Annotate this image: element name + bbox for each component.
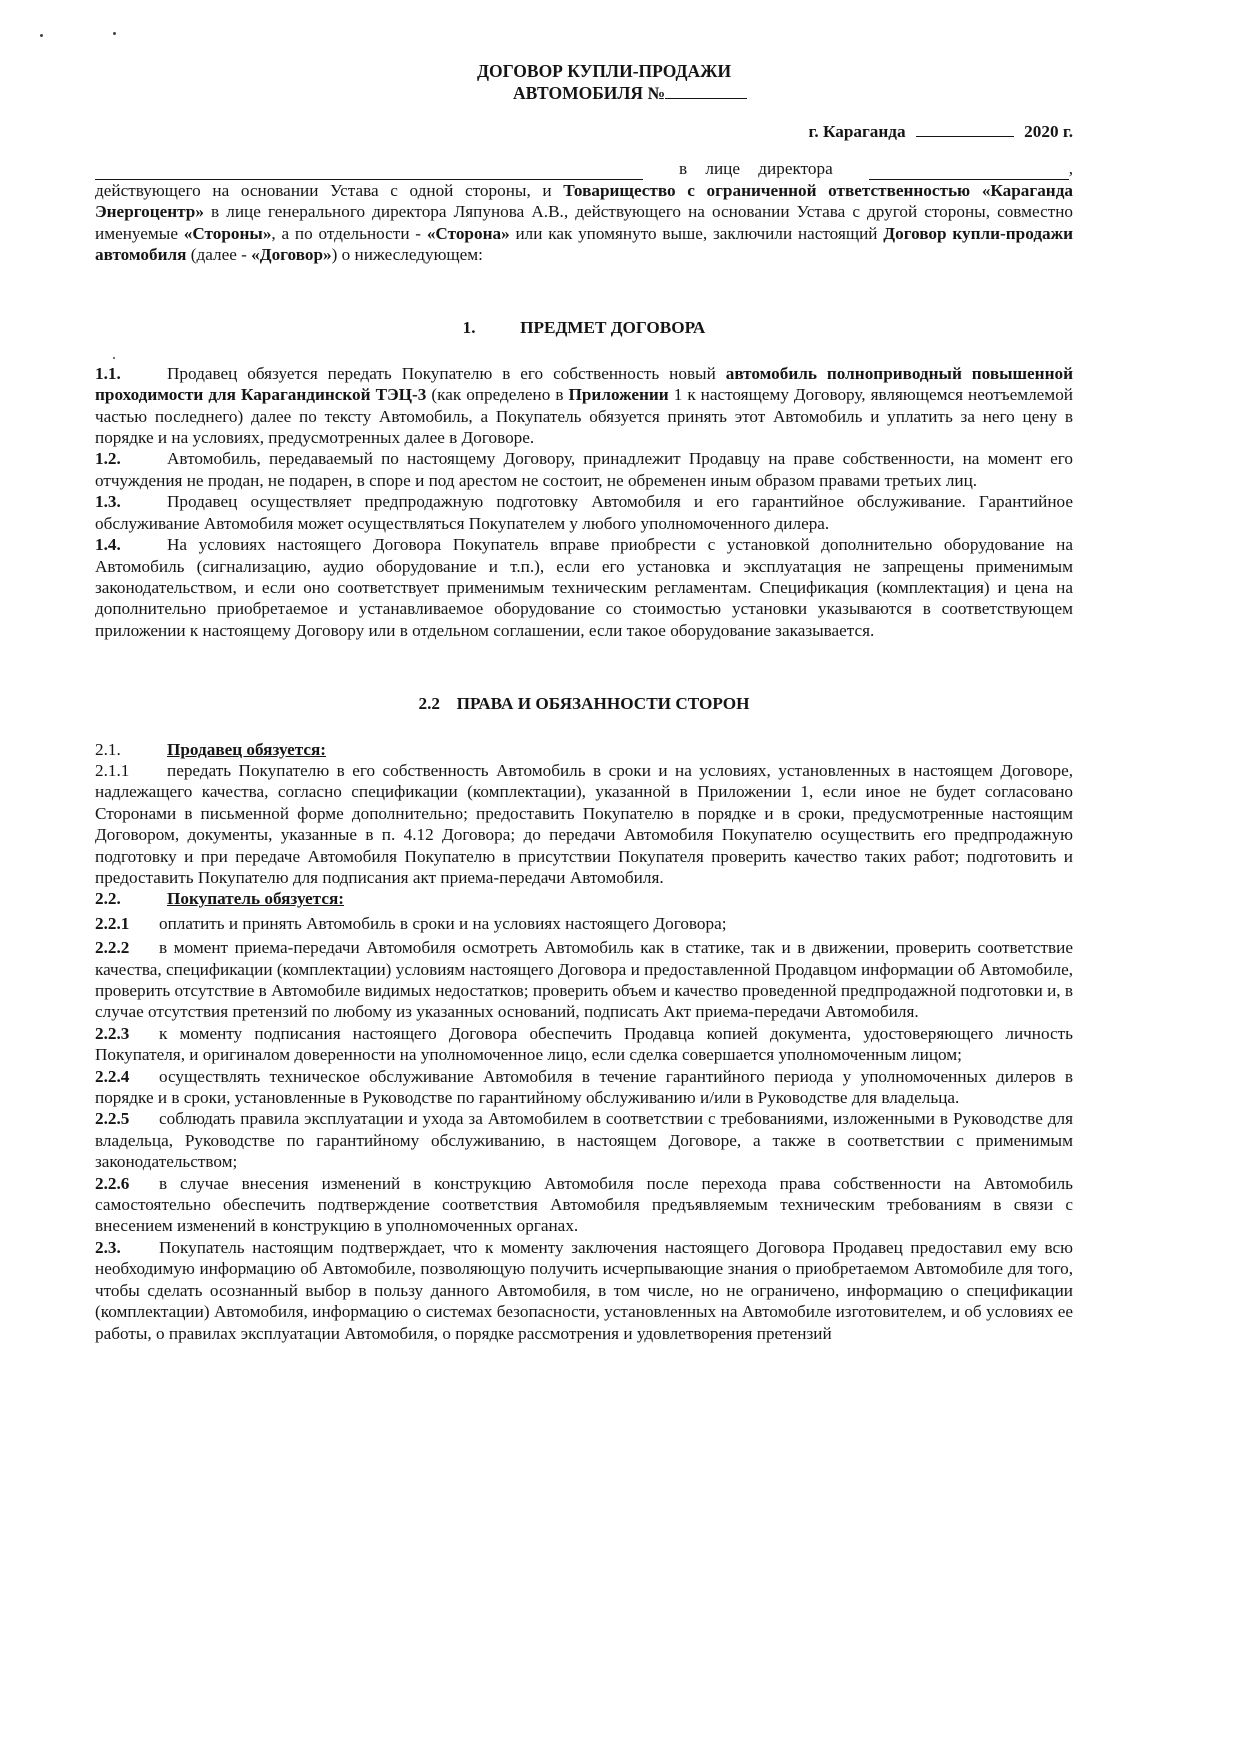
city: г. Караганда	[808, 122, 906, 141]
clause-2-2-heading	[95, 888, 1073, 909]
clause-text: в момент приема-передачи Автомобиля осмотреть Автомобиль как в статике, так и в движении, проверить соответствие качества, спецификации (комплектации) условиям настоящего Договора и предоставленной Продавцом информации об Автомобиле, проверить отсутствие в Автомобиле видимых недостатков; проверить объем и качество проведенной предпродажной подготовки и, в случае отсутствия претензий по любому из указанных оснований, подписать Акт приема-передачи Автомобиля.	[95, 938, 1073, 1022]
clause-text: в случае внесения изменений в конструкцию Автомобиля после перехода права собственности на Автомобиль самостоятельно обеспечить подтверждение соответствия Автомобиля предъявляемым техническим требованиям в связи с внесением изменений в конструкцию в уполномоченных органах.	[95, 1173, 1073, 1236]
preamble-contract-name: Договор купли-продажи автомобиля	[95, 223, 1073, 265]
clause-number: 2.2.3	[95, 1023, 130, 1043]
section-1-items	[95, 363, 1073, 641]
preamble-text-d: или как упомянуто выше, заключили настоящий	[509, 223, 884, 243]
clause-heading: Покупатель обязуется:	[167, 889, 344, 909]
clause-1-2	[95, 448, 1073, 491]
clause-2-2-5	[95, 1108, 1073, 1172]
clause-text: передать Покупателю в его собственность Автомобиль в сроки и на условиях, установленных в настоящем Договоре, надлежащего качества, согласно спецификации (комплектации), указанной в Приложении 1, если иное не будет согласовано Сторонами в письменной форме дополнительно; предоставить Покупателю в порядке и в сроки, предусмотренные настоящим Договором, документы, указанные в п. 4.12 Договора; до передачи Автомобиля Покупателю осуществить его предпродажную подготовку и при передаче Автомобиля Покупателю в присутствии Покупателя проверить качество таких работ; подготовить и предоставить Покупателю для подписания акт приема-передачи Автомобиля.	[95, 760, 1073, 887]
clause-number: 2.2.5	[95, 1109, 130, 1129]
preamble-text-a: действующего на основании Устава с одной стороны, и	[95, 180, 564, 200]
director-name-blank	[869, 163, 1069, 180]
clause-text: На условиях настоящего Договора Покупатель вправе приобрести с установкой дополнительно оборудование на Автомобиль (сигнализацию, аудио оборудование и т.п.), если его установка и эксплуатация не запрещены применимым законодательством, и если оно соответствует применимым техническим регламентам. Спецификация (комплектация) и цена на дополнительно приобретаемое и устанавливаемое оборудование со стоимостью установки указываются в соответствующем приложении к настоящему Договору или в отдельном соглашении, если такое оборудование заказывается.	[95, 535, 1073, 640]
clause-2-1-1	[95, 760, 1073, 888]
clause-text: (как определено в	[426, 385, 569, 405]
section-2-heading: ПРАВА И ОБЯЗАННОСТИ СТОРОН	[456, 694, 750, 714]
preamble-party2: Товарищество с ограниченной ответственностью «Караганда Энергоцентр»	[95, 180, 1073, 222]
clause-text: осуществлять техническое обслуживание Автомобиля в течение гарантийного периода у уполномоченных дилеров в порядке и в сроки, установленные в Руководстве по гарантийному обслуживанию и/или в Руководстве для владельца.	[95, 1066, 1073, 1108]
preamble-text-e: (далее -	[186, 245, 252, 265]
clause-text: Продавец обязуется передать Покупателю в его собственность новый	[167, 363, 726, 383]
clause-number: 2.1.1	[95, 760, 130, 780]
clause-number: 1.4.	[95, 535, 121, 555]
clause-number: 2.2.1	[95, 913, 130, 933]
section-2-title	[95, 693, 1073, 714]
clause-heading: Продавец обязуется:	[167, 739, 327, 759]
title-line-1: ДОГОВОР КУПЛИ-ПРОДАЖИ	[476, 61, 732, 81]
year: 2020 г.	[1024, 122, 1073, 141]
clause-2-3	[95, 1237, 1073, 1344]
clause-text: к моменту подписания настоящего Договора обеспечить Продавца копией документа, удостоверяющего личность Покупателя, и оригиналом доверенности на уполномоченное лицо, если сделка совершается уполномоченным лицом;	[95, 1023, 1073, 1065]
date-blank	[916, 120, 1014, 137]
preamble-dogovor: «Договор»	[251, 245, 332, 265]
clause-bold-text: автомобиль полноприводный повышенной проходимости для Карагандинской ТЭЦ-3	[95, 363, 1073, 405]
preamble-first-line: в лице директора ,	[95, 158, 1073, 179]
preamble-text-c: , а по отдельности -	[271, 223, 427, 243]
clause-text: Покупатель настоящим подтверждает, что к моменту заключения настоящего Договора Продавец предоставил ему всю необходимую информацию об Автомобиле, позволяющую получить исчерпывающие знания о приобретаемом Автомобиле для того, чтобы сделать осознанный выбор в пользу данного Автомобиля, в том числе, но не ограничено, информацию о спецификации (комплектации) Автомобиля, информацию о системах безопасности, установленных на Автомобиле изготовителем, и об условиях ее работы, о правилах эксплуатации Автомобиля, о порядке рассмотрения и удовлетворения претензий	[95, 1237, 1073, 1343]
preamble-text-f: ) о нижеследующем:	[331, 245, 483, 265]
clause-number: 2.2.6	[95, 1173, 130, 1193]
scan-speck	[40, 34, 43, 37]
clause-number: 2.1.	[95, 739, 121, 759]
clause-number: 1.2.	[95, 449, 121, 469]
clause-2-2-1	[95, 913, 1073, 934]
section-2-items	[95, 739, 1073, 1344]
document-title	[135, 60, 1073, 104]
clause-number: 1.3.	[95, 492, 121, 512]
preamble-in-face: в лице директора	[679, 159, 833, 179]
scan-speck	[113, 32, 116, 35]
preamble-storony: «Стороны»	[183, 223, 272, 243]
clause-text: соблюдать правила эксплуатации и ухода за Автомобилем в соответствии с требованиями, изложенными в Руководстве для владельца, Руководстве по гарантийному обслуживанию, в настоящем Договоре, а также в соответствии с применимым законодательством;	[95, 1109, 1073, 1172]
preamble	[95, 158, 1073, 265]
clause-1-1	[95, 363, 1073, 449]
title-line-2-text: АВТОМОБИЛЯ №	[512, 83, 666, 103]
clause-2-2-3	[95, 1023, 1073, 1066]
clause-1-4	[95, 534, 1073, 641]
clause-2-1-heading	[95, 739, 1073, 760]
section-1-number: 1.	[462, 318, 476, 338]
clause-text: оплатить и принять Автомобиль в сроки и на условиях настоящего Договора;	[159, 913, 727, 933]
clause-text: Продавец осуществляет предпродажную подготовку Автомобиля и его гарантийное обслуживание. Гарантийное обслуживание Автомобиля может осуществляться Покупателем у любого уполномоченного дилера.	[95, 492, 1073, 533]
clause-number: 1.1.	[95, 363, 121, 383]
clause-number: 2.3.	[95, 1237, 121, 1257]
preamble-storona: «Сторона»	[426, 223, 510, 243]
seller-name-blank	[95, 163, 643, 180]
clause-number: 2.2.2	[95, 938, 130, 958]
city-date-line	[95, 120, 1073, 142]
clause-bold-text: Приложении	[568, 385, 669, 405]
clause-1-3	[95, 491, 1073, 534]
preamble-text	[95, 180, 1073, 266]
preamble-text-b: в лице генерального директора Ляпунова А.В., действующего на основании Устава с другой стороны, совместно именуемые	[95, 202, 1073, 243]
section-2-number: 2.2	[418, 694, 440, 714]
document-body	[95, 60, 1073, 1344]
section-1-heading: ПРЕДМЕТ ДОГОВОРА	[520, 318, 706, 338]
clause-text: Автомобиль, передаваемый по настоящему Договору, принадлежит Продавцу на праве собственности, на момент его отчуждения не продан, не подарен, в споре и под арестом не состоит, не обременен иным образом правами третьих лиц.	[95, 449, 1073, 490]
clause-number: 2.2.4	[95, 1066, 130, 1086]
clause-2-2-2	[95, 937, 1073, 1023]
clause-2-2-4	[95, 1066, 1073, 1109]
section-1-title	[95, 317, 1073, 338]
contract-number-blank	[665, 82, 747, 99]
clause-text: 1 к настоящему Договору, являющемся неотъемлемой частью последнего) далее по тексту Автомобиль, а Покупатель обязуется принять этот Автомобиль и уплатить за него цену в порядке и на условиях, предусмотренных далее в Договоре.	[95, 385, 1073, 448]
title-line-2	[187, 82, 1073, 104]
clause-2-2-6	[95, 1173, 1073, 1237]
clause-number: 2.2.	[95, 889, 121, 909]
